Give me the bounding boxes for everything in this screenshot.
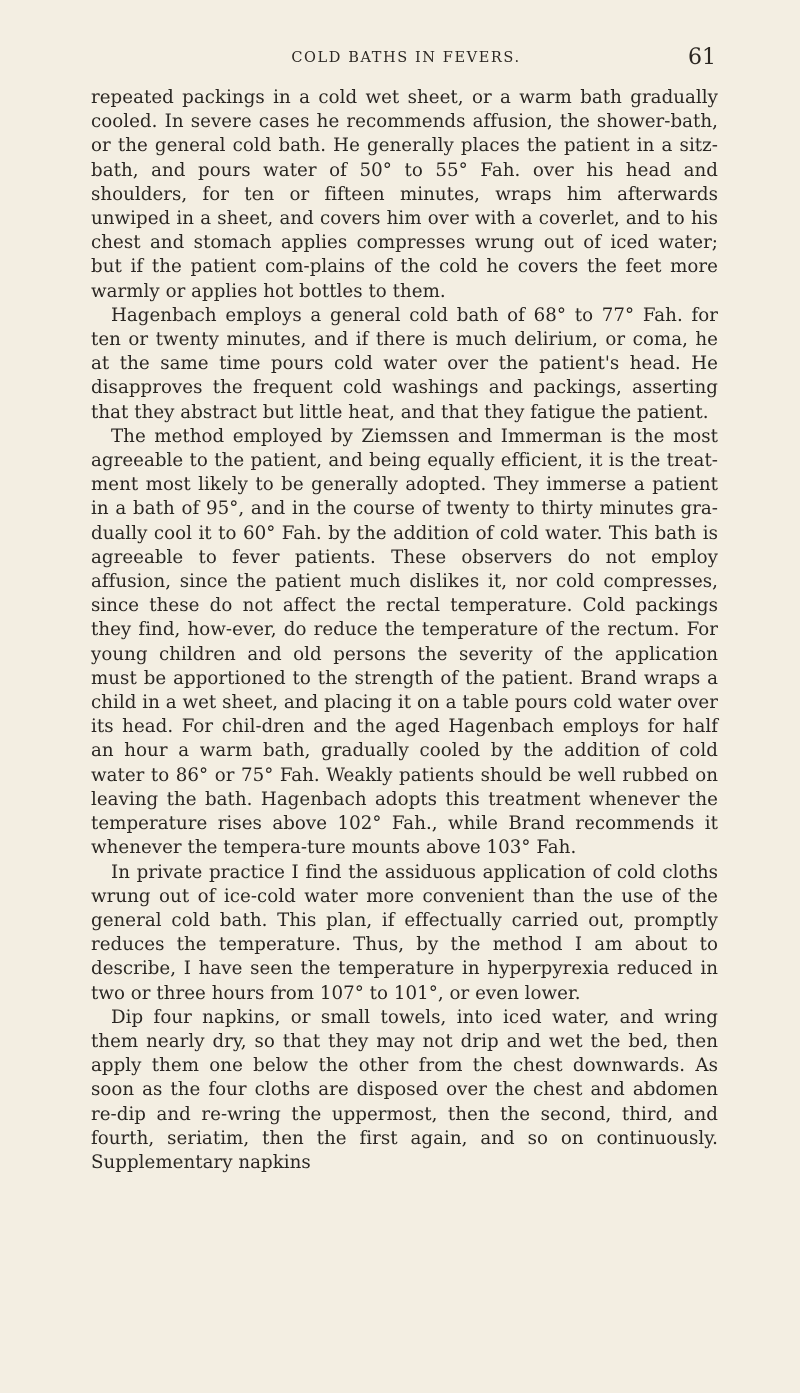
paragraph: The method employed by Ziemssen and Immerman is the most agreeable to the patient, and being equally efficient, it is the treat-ment most likely to be generally adopted. They immerse a patient in a bath of 95°, and in the course of twenty to thirty minutes gra-dually cool it to 60° Fah. by the addition of cold water. This bath is agreeable to fever patients. These observers do not employ affusion, since the patient much dislikes it, nor cold compresses, since these do not affect the rectal temperature. Cold packings they find, how-ever, do reduce the temperature of the rectum. For young children and old persons the severity of the application must be apportioned to the strength of the patient. Brand wraps a child in a wet sheet, and placing it on a table pours cold water over its head. For chil-dren and the aged Hagenbach employs for half an hour a warm bath, gradually cooled by the addition of cold water to 86° or 75° Fah. Weakly patients should be well rubbed on leaving the bath. Hagenbach adopts this treatment whenever the temperature rises above 102° Fah., while Brand recommends it whenever the tempera-ture mounts above 103° Fah. [91, 425, 718, 859]
paragraph: Dip four napkins, or small towels, into iced water, and wring them nearly dry, so that they may not drip and wet the bed, then apply them one below the other from the chest downwards. As soon as the four cloths are disposed over the chest and abdomen re-dip and re-wring the uppermost, then the second, third, and fourth, seriatim, then the first again, and so on continuously. Supplementary napkins [91, 1006, 718, 1173]
running-head: COLD BATHS IN FEVERS. [291, 50, 521, 66]
body-text [91, 86, 718, 1175]
page-header [96, 45, 716, 74]
paragraph: repeated packings in a cold wet sheet, or a warm bath gradually cooled. In severe cases he recommends affusion, the shower-bath, or the general cold bath. He generally places the patient in a sitz-bath, and pours water of 50° to 55° Fah. over his head and shoulders, for ten or fifteen minutes, wraps him afterwards unwiped in a sheet, and covers him over with a coverlet, and to his chest and stomach applies compresses wrung out of iced water; but if the patient com-plains of the cold he covers the feet more warmly or applies hot bottles to them. [91, 87, 718, 302]
page-number: 61 [688, 45, 716, 70]
paragraph: Hagenbach employs a general cold bath of 68° to 77° Fah. for ten or twenty minutes, and if there is much delirium, or coma, he at the same time pours cold water over the patient's head. He disapproves the frequent cold washings and packings, asserting that they abstract but little heat, and that they fatigue the patient. [91, 304, 718, 423]
paragraph: In private practice I find the assiduous application of cold cloths wrung out of ice-cold water more convenient than the use of the general cold bath. This plan, if effectually carried out, promptly reduces the temperature. Thus, by the method I am about to describe, I have seen the temperature in hyperpyrexia reduced in two or three hours from 107° to 101°, or even lower. [91, 861, 718, 1004]
